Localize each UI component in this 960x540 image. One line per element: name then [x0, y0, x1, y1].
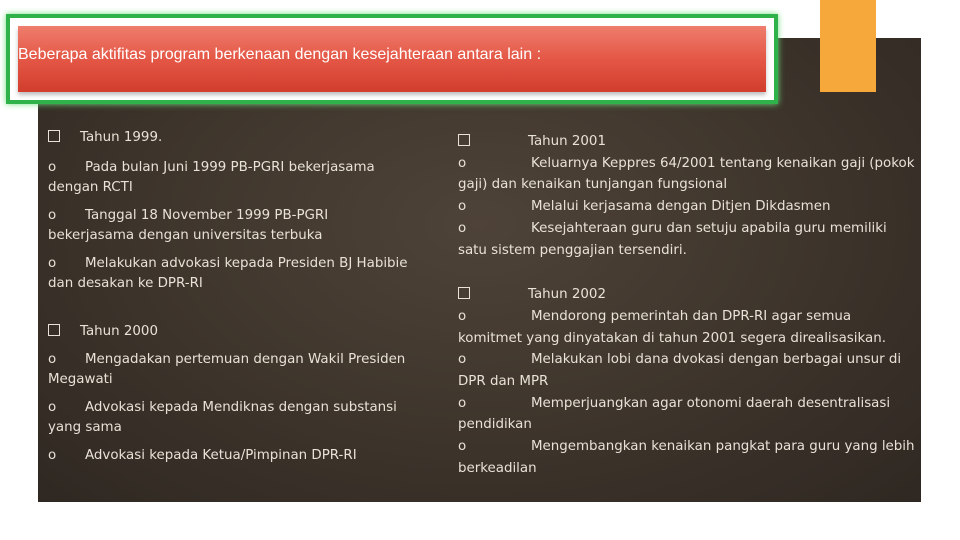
circle-bullet-icon: o [458, 439, 467, 455]
year-label: Tahun 2000 [80, 324, 158, 339]
list-item-text: Melalui kerjasama dengan Ditjen Dikdasmen [531, 199, 831, 215]
list-item [458, 218, 918, 261]
list-item [48, 254, 408, 294]
accent-tab [820, 0, 876, 92]
list-item-text: Mendorong pemerintah dan DPR-RI agar semua komitmet yang dinyatakan di tahun 2001 segera direalisasikan. [458, 308, 886, 346]
list-item-text: Memperjuangkan agar otonomi daerah desentralisasi pendidikan [458, 395, 891, 433]
list-item-text: Advokasi kepada Ketua/Pimpinan DPR-RI [85, 448, 357, 463]
circle-bullet-icon: o [458, 395, 467, 411]
list-item [458, 306, 918, 349]
circle-bullet-icon: o [48, 352, 57, 367]
list-item-text: Mengadakan pertemuan dengan Wakil Presiden Megawati [48, 352, 406, 387]
year-label: Tahun 1999. [80, 130, 163, 145]
circle-bullet-icon: o [48, 256, 57, 271]
year-heading-2002 [458, 284, 918, 306]
list-item [48, 446, 408, 466]
circle-bullet-icon: o [458, 199, 467, 215]
list-item [48, 398, 408, 438]
circle-bullet-icon: o [458, 308, 467, 324]
list-item [48, 350, 408, 390]
circle-bullet-icon: o [458, 155, 467, 171]
list-item-text: Pada bulan Juni 1999 PB-PGRI bekerjasama dengan RCTI [48, 160, 375, 195]
list-item-text: Kesejahteraan guru dan setuju apabila guru memiliki satu sistem penggajian tersendiri. [458, 220, 887, 258]
list-item [48, 206, 408, 246]
year-heading-2001 [458, 131, 918, 153]
list-item-text: Advokasi kepada Mendiknas dengan substansi yang sama [48, 400, 397, 435]
right-column [458, 131, 918, 480]
circle-bullet-icon: o [48, 160, 57, 175]
circle-bullet-icon: o [48, 208, 57, 223]
list-item [458, 349, 918, 392]
checkbox-bullet-icon [48, 324, 60, 336]
circle-bullet-icon: o [458, 352, 467, 368]
circle-bullet-icon: o [458, 220, 467, 236]
year-heading-2000 [48, 322, 408, 342]
list-item [48, 158, 408, 198]
list-item [458, 153, 918, 196]
year-heading-1999 [48, 128, 408, 148]
list-item-text: Melakukan advokasi kepada Presiden BJ Habibie dan desakan ke DPR-RI [48, 256, 408, 291]
page-title: Beberapa aktifitas program berkenaan dengan kesejahteraan antara lain : [18, 46, 542, 63]
checkbox-bullet-icon [458, 287, 470, 299]
checkbox-bullet-icon [458, 134, 470, 146]
list-item [458, 393, 918, 436]
left-column [48, 128, 408, 466]
year-label: Tahun 2002 [528, 287, 606, 303]
list-item-text: Keluarnya Keppres 64/2001 tentang kenaikan gaji (pokok gaji) dan kenaikan tunjangan fungsional [458, 155, 915, 193]
list-item [458, 196, 918, 218]
list-item [458, 436, 918, 479]
list-item-text: Mengembangkan kenaikan pangkat para guru yang lebih berkeadilan [458, 439, 915, 476]
checkbox-bullet-icon [48, 130, 60, 142]
list-item-text: Tanggal 18 November 1999 PB-PGRI bekerjasama dengan universitas terbuka [48, 208, 329, 243]
year-label: Tahun 2001 [528, 134, 606, 149]
circle-bullet-icon: o [48, 400, 57, 415]
circle-bullet-icon: o [48, 448, 57, 463]
list-item-text: Melakukan lobi dana dvokasi dengan berbagai unsur di DPR dan MPR [458, 352, 902, 390]
